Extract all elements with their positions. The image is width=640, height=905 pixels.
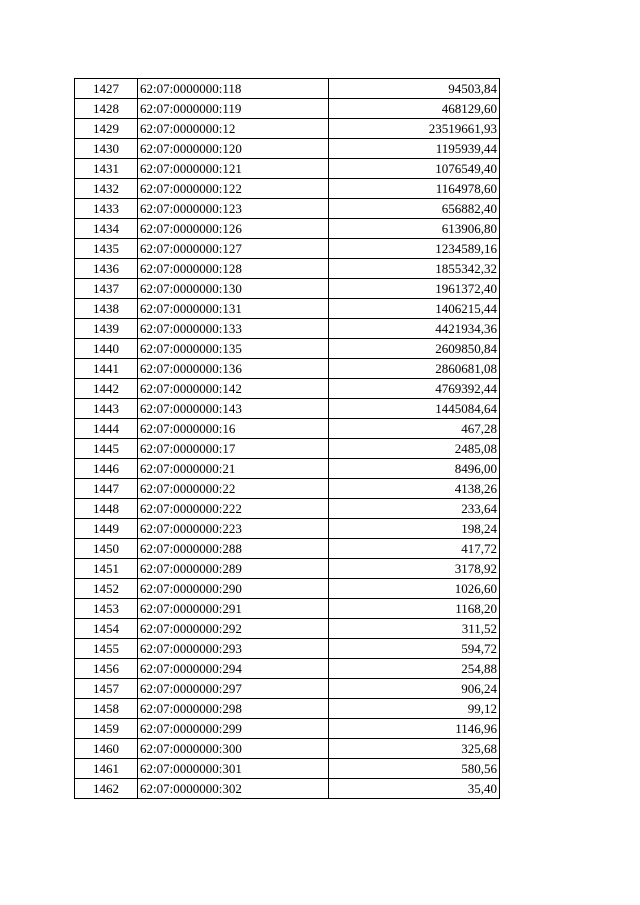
table-row (75, 499, 500, 519)
table-row (75, 119, 500, 139)
cadastral-number-cell: 62:07:0000000:288 (138, 539, 329, 559)
table-row (75, 419, 500, 439)
value-cell: 1961372,40 (329, 279, 500, 299)
row-number-cell: 1427 (75, 79, 138, 99)
row-number-cell: 1440 (75, 339, 138, 359)
row-number-cell: 1461 (75, 759, 138, 779)
row-number-cell: 1443 (75, 399, 138, 419)
table-row (75, 279, 500, 299)
table-row (75, 159, 500, 179)
row-number-cell: 1432 (75, 179, 138, 199)
cadastral-number-cell: 62:07:0000000:223 (138, 519, 329, 539)
value-cell: 94503,84 (329, 79, 500, 99)
row-number-cell: 1450 (75, 539, 138, 559)
cadastral-number-cell: 62:07:0000000:291 (138, 599, 329, 619)
table-row (75, 739, 500, 759)
value-cell: 2609850,84 (329, 339, 500, 359)
table-row (75, 359, 500, 379)
table-row (75, 199, 500, 219)
table-row (75, 579, 500, 599)
cadastral-number-cell: 62:07:0000000:136 (138, 359, 329, 379)
cadastral-number-cell: 62:07:0000000:290 (138, 579, 329, 599)
row-number-cell: 1431 (75, 159, 138, 179)
value-cell: 3178,92 (329, 559, 500, 579)
row-number-cell: 1457 (75, 679, 138, 699)
value-cell: 906,24 (329, 679, 500, 699)
row-number-cell: 1455 (75, 639, 138, 659)
value-cell: 4421934,36 (329, 319, 500, 339)
value-cell: 99,12 (329, 699, 500, 719)
table-row (75, 639, 500, 659)
table-row (75, 539, 500, 559)
row-number-cell: 1445 (75, 439, 138, 459)
row-number-cell: 1439 (75, 319, 138, 339)
row-number-cell: 1437 (75, 279, 138, 299)
value-cell: 1234589,16 (329, 239, 500, 259)
value-cell: 198,24 (329, 519, 500, 539)
table-row (75, 339, 500, 359)
cadastral-number-cell: 62:07:0000000:302 (138, 779, 329, 799)
table-row (75, 299, 500, 319)
value-cell: 2485,08 (329, 439, 500, 459)
value-cell: 417,72 (329, 539, 500, 559)
cadastral-number-cell: 62:07:0000000:21 (138, 459, 329, 479)
table-row (75, 259, 500, 279)
row-number-cell: 1442 (75, 379, 138, 399)
table-row (75, 679, 500, 699)
value-cell: 1855342,32 (329, 259, 500, 279)
row-number-cell: 1430 (75, 139, 138, 159)
table-row (75, 659, 500, 679)
value-cell: 311,52 (329, 619, 500, 639)
value-cell: 1445084,64 (329, 399, 500, 419)
table-row (75, 759, 500, 779)
row-number-cell: 1441 (75, 359, 138, 379)
cadastral-number-cell: 62:07:0000000:301 (138, 759, 329, 779)
value-cell: 1146,96 (329, 719, 500, 739)
cadastral-number-cell: 62:07:0000000:12 (138, 119, 329, 139)
row-number-cell: 1448 (75, 499, 138, 519)
row-number-cell: 1444 (75, 419, 138, 439)
row-number-cell: 1438 (75, 299, 138, 319)
value-cell: 35,40 (329, 779, 500, 799)
row-number-cell: 1449 (75, 519, 138, 539)
cadastral-number-cell: 62:07:0000000:128 (138, 259, 329, 279)
value-cell: 233,64 (329, 499, 500, 519)
value-cell: 468129,60 (329, 99, 500, 119)
row-number-cell: 1451 (75, 559, 138, 579)
table-row (75, 319, 500, 339)
cadastral-number-cell: 62:07:0000000:143 (138, 399, 329, 419)
value-cell: 23519661,93 (329, 119, 500, 139)
value-cell: 1406215,44 (329, 299, 500, 319)
row-number-cell: 1454 (75, 619, 138, 639)
table-row (75, 519, 500, 539)
value-cell: 254,88 (329, 659, 500, 679)
cadastral-number-cell: 62:07:0000000:120 (138, 139, 329, 159)
cadastral-number-cell: 62:07:0000000:16 (138, 419, 329, 439)
cadastral-number-cell: 62:07:0000000:289 (138, 559, 329, 579)
value-cell: 1076549,40 (329, 159, 500, 179)
table-row (75, 219, 500, 239)
row-number-cell: 1447 (75, 479, 138, 499)
value-cell: 656882,40 (329, 199, 500, 219)
cadastral-number-cell: 62:07:0000000:22 (138, 479, 329, 499)
value-cell: 1195939,44 (329, 139, 500, 159)
row-number-cell: 1458 (75, 699, 138, 719)
table-row (75, 439, 500, 459)
table-body (75, 79, 500, 799)
table-row (75, 459, 500, 479)
cadastral-number-cell: 62:07:0000000:17 (138, 439, 329, 459)
row-number-cell: 1433 (75, 199, 138, 219)
cadastral-number-cell: 62:07:0000000:126 (138, 219, 329, 239)
row-number-cell: 1429 (75, 119, 138, 139)
cadastral-number-cell: 62:07:0000000:292 (138, 619, 329, 639)
row-number-cell: 1446 (75, 459, 138, 479)
table-row (75, 379, 500, 399)
value-cell: 1168,20 (329, 599, 500, 619)
row-number-cell: 1453 (75, 599, 138, 619)
table-row (75, 99, 500, 119)
value-cell: 325,68 (329, 739, 500, 759)
cadastral-value-table (74, 78, 500, 799)
cadastral-number-cell: 62:07:0000000:294 (138, 659, 329, 679)
value-cell: 8496,00 (329, 459, 500, 479)
table-row (75, 399, 500, 419)
cadastral-number-cell: 62:07:0000000:133 (138, 319, 329, 339)
table-row (75, 699, 500, 719)
value-cell: 4138,26 (329, 479, 500, 499)
value-cell: 594,72 (329, 639, 500, 659)
row-number-cell: 1435 (75, 239, 138, 259)
value-cell: 580,56 (329, 759, 500, 779)
value-cell: 1164978,60 (329, 179, 500, 199)
cadastral-number-cell: 62:07:0000000:127 (138, 239, 329, 259)
table-row (75, 79, 500, 99)
table-row (75, 779, 500, 799)
row-number-cell: 1456 (75, 659, 138, 679)
cadastral-number-cell: 62:07:0000000:119 (138, 99, 329, 119)
table-row (75, 239, 500, 259)
value-cell: 1026,60 (329, 579, 500, 599)
cadastral-number-cell: 62:07:0000000:123 (138, 199, 329, 219)
row-number-cell: 1462 (75, 779, 138, 799)
cadastral-number-cell: 62:07:0000000:130 (138, 279, 329, 299)
row-number-cell: 1460 (75, 739, 138, 759)
value-cell: 2860681,08 (329, 359, 500, 379)
table-row (75, 179, 500, 199)
row-number-cell: 1428 (75, 99, 138, 119)
table-row (75, 599, 500, 619)
cadastral-number-cell: 62:07:0000000:122 (138, 179, 329, 199)
cadastral-number-cell: 62:07:0000000:222 (138, 499, 329, 519)
value-cell: 613906,80 (329, 219, 500, 239)
cadastral-number-cell: 62:07:0000000:297 (138, 679, 329, 699)
row-number-cell: 1434 (75, 219, 138, 239)
cadastral-number-cell: 62:07:0000000:135 (138, 339, 329, 359)
table-row (75, 559, 500, 579)
cadastral-number-cell: 62:07:0000000:299 (138, 719, 329, 739)
row-number-cell: 1459 (75, 719, 138, 739)
value-cell: 4769392,44 (329, 379, 500, 399)
cadastral-number-cell: 62:07:0000000:142 (138, 379, 329, 399)
cadastral-number-cell: 62:07:0000000:300 (138, 739, 329, 759)
row-number-cell: 1452 (75, 579, 138, 599)
cadastral-number-cell: 62:07:0000000:293 (138, 639, 329, 659)
table-row (75, 619, 500, 639)
cadastral-number-cell: 62:07:0000000:131 (138, 299, 329, 319)
row-number-cell: 1436 (75, 259, 138, 279)
table-row (75, 719, 500, 739)
value-cell: 467,28 (329, 419, 500, 439)
table-row (75, 479, 500, 499)
cadastral-number-cell: 62:07:0000000:121 (138, 159, 329, 179)
cadastral-number-cell: 62:07:0000000:118 (138, 79, 329, 99)
cadastral-number-cell: 62:07:0000000:298 (138, 699, 329, 719)
table-row (75, 139, 500, 159)
